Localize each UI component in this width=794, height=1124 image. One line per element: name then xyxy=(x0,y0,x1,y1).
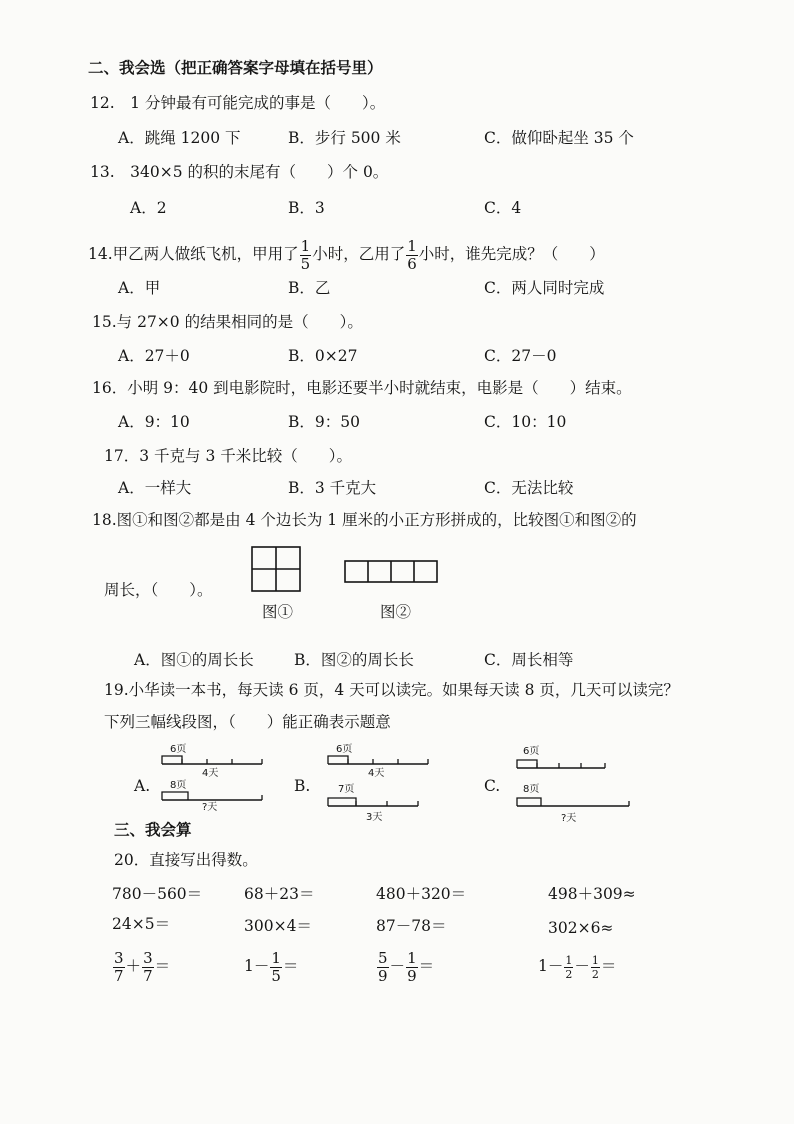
q13-option-b: B．3 xyxy=(288,199,325,217)
q16-stem: 16．小明 9：40 到电影院时，电影还要半小时就结束，电影是（ ）结束。 xyxy=(92,379,632,397)
q18-stem-2: 周长，（ ）。 xyxy=(104,581,213,599)
q14-option-c: C．两人同时完成 xyxy=(484,279,605,297)
q19-b-label-7: 7页 xyxy=(338,784,355,795)
calc-r2-1: 24×5＝ xyxy=(112,915,171,933)
q16-option-c: C．10：10 xyxy=(484,413,567,431)
q17-option-a: A．一样大 xyxy=(118,479,192,497)
q14-text-2: 小时，乙用了 xyxy=(312,245,406,263)
calc-f3-n2: 1 xyxy=(407,948,417,967)
calc-f1-eq: ＝ xyxy=(154,957,171,975)
calc-r1-2: 68＋23＝ xyxy=(244,885,315,903)
q19-a-label-qdays: ?天 xyxy=(202,802,218,813)
q15-option-c: C．27－0 xyxy=(484,347,557,365)
q19-option-b-diagram xyxy=(326,742,436,822)
q19-b-label-4days: 4天 xyxy=(368,768,385,779)
q17-option-b: B．3 千克大 xyxy=(288,479,377,497)
calc-f4-d2: 2 xyxy=(591,967,599,981)
q14-fraction-1 xyxy=(300,236,312,273)
q19-stem: 19.小华读一本书，每天读 6 页，4 天可以读完。如果每天读 8 页，几天可以读完？ xyxy=(104,681,679,699)
calc-f2-frac xyxy=(270,948,282,985)
q18-stem: 18.图①和图②都是由 4 个边长为 1 厘米的小正方形拼成的，比较图①和图②的 xyxy=(92,511,637,529)
calc-f3-op: － xyxy=(389,957,406,975)
q13-option-a: A．2 xyxy=(130,199,167,217)
calc-f3-d2: 9 xyxy=(407,966,417,985)
calc-f3-eq: ＝ xyxy=(418,957,435,975)
q20-stem: 20．直接写出得数。 xyxy=(114,851,258,869)
calc-f1-n2: 3 xyxy=(143,948,153,967)
calc-f3-d1: 9 xyxy=(378,966,388,985)
calc-f3-n1: 5 xyxy=(378,948,388,967)
q18-option-a: A．图①的周长长 xyxy=(134,651,254,669)
calc-f2-whole: 1－ xyxy=(244,957,270,975)
calc-f2-eq: ＝ xyxy=(282,957,299,975)
calc-f4-op: － xyxy=(574,957,590,975)
calc-r2-2: 300×4＝ xyxy=(244,917,312,935)
section2-title: 二、我会选（把正确答案字母填在括号里） xyxy=(88,58,383,77)
q17-option-c: C．无法比较 xyxy=(484,479,574,497)
q14-text-3: 小时，谁先完成？（ ） xyxy=(418,245,605,263)
q12-stem: 12. 1 分钟最有可能完成的事是（ ）。 xyxy=(90,94,386,112)
q15-option-b: B．0×27 xyxy=(288,347,358,365)
q19-option-c-diagram xyxy=(515,742,635,824)
q19-b-label-6: 6页 xyxy=(336,744,353,755)
q18-figure-2-label: 图② xyxy=(380,603,412,621)
q19-option-b-label: B. xyxy=(294,777,311,795)
calc-f1-d2: 7 xyxy=(143,966,153,985)
calc-f1-n1: 3 xyxy=(114,948,124,967)
calc-f4-n2: 1 xyxy=(591,953,599,967)
q15-option-a: A．27＋0 xyxy=(118,347,190,365)
q12-option-b: B．步行 500 米 xyxy=(288,129,401,147)
q14-fraction-2 xyxy=(406,236,418,273)
calc-f1-op: ＋ xyxy=(125,957,142,975)
q19-a-label-6: 6页 xyxy=(170,744,187,755)
calc-r1-1: 780－560＝ xyxy=(112,885,203,903)
section3-title: 三、我会算 xyxy=(114,820,192,839)
q12-option-a: A．跳绳 1200 下 xyxy=(118,129,241,147)
q14-stem xyxy=(88,236,605,272)
q16-option-b: B．9：50 xyxy=(288,413,360,431)
q14-f1-num: 1 xyxy=(300,236,311,255)
q19-b-label-3days: 3天 xyxy=(366,812,383,823)
q14-f2-num: 1 xyxy=(407,236,417,255)
q12-option-c: C．做仰卧起坐 35 个 xyxy=(484,129,634,147)
q19-stem-2: 下列三幅线段图，（ ）能正确表示题意 xyxy=(104,713,391,731)
q14-option-a: A．甲 xyxy=(118,279,161,297)
calc-f3-frac-1 xyxy=(377,948,389,985)
calc-r1-4: 498＋309≈ xyxy=(548,885,636,903)
q13-option-c: C．4 xyxy=(484,199,522,217)
calc-f2-n: 1 xyxy=(271,948,281,967)
calc-r2-4: 302×6≈ xyxy=(548,919,614,937)
calc-f3 xyxy=(376,946,434,986)
calc-f1-frac-1 xyxy=(113,948,125,985)
q19-option-a-label: A. xyxy=(134,777,151,795)
q14-f2-den: 6 xyxy=(407,254,417,273)
q14-f1-den: 5 xyxy=(300,254,311,273)
calc-f4-d1: 2 xyxy=(565,967,573,981)
q18-option-c: C．周长相等 xyxy=(484,651,574,669)
calc-r1-3: 480＋320＝ xyxy=(376,885,467,903)
q15-stem: 15.与 27×0 的结果相同的是（ ）。 xyxy=(92,313,363,331)
q19-a-label-8: 8页 xyxy=(170,780,187,791)
q18-figure-2-row xyxy=(344,560,438,584)
q19-option-a-diagram xyxy=(160,742,270,813)
q18-option-b: B．图②的周长长 xyxy=(294,651,414,669)
q19-a-label-4days: 4天 xyxy=(202,768,219,779)
calc-f4-n1: 1 xyxy=(565,953,573,967)
calc-f2-d: 5 xyxy=(271,966,281,985)
calc-f4-whole: 1－ xyxy=(538,957,564,975)
q17-stem: 17．3 千克与 3 千米比较（ ）。 xyxy=(104,447,352,465)
calc-f4-frac-2 xyxy=(591,955,600,980)
q13-stem: 13. 340×5 的积的末尾有（ ）个 0。 xyxy=(90,163,389,181)
q18-figure-1-label: 图① xyxy=(262,603,294,621)
calc-f1 xyxy=(112,946,170,986)
q19-c-label-8: 8页 xyxy=(523,784,540,795)
q19-c-label-qdays: ?天 xyxy=(561,813,577,824)
calc-f2 xyxy=(244,946,298,986)
q16-option-a: A．9：10 xyxy=(118,413,190,431)
calc-f1-frac-2 xyxy=(142,948,154,985)
calc-f3-frac-2 xyxy=(406,948,418,985)
q14-option-b: B．乙 xyxy=(288,279,331,297)
q19-c-label-6: 6页 xyxy=(523,746,540,757)
q18-figure-1-grid xyxy=(251,546,301,592)
calc-f4-eq: ＝ xyxy=(600,957,617,975)
calc-f1-d1: 7 xyxy=(114,966,124,985)
calc-f4-frac-1 xyxy=(564,955,573,980)
q14-text-1: 14.甲乙两人做纸飞机，甲用了 xyxy=(88,245,299,263)
calc-r2-3: 87－78＝ xyxy=(376,917,447,935)
calc-f4 xyxy=(538,946,616,986)
q19-option-c-label: C. xyxy=(484,777,501,795)
